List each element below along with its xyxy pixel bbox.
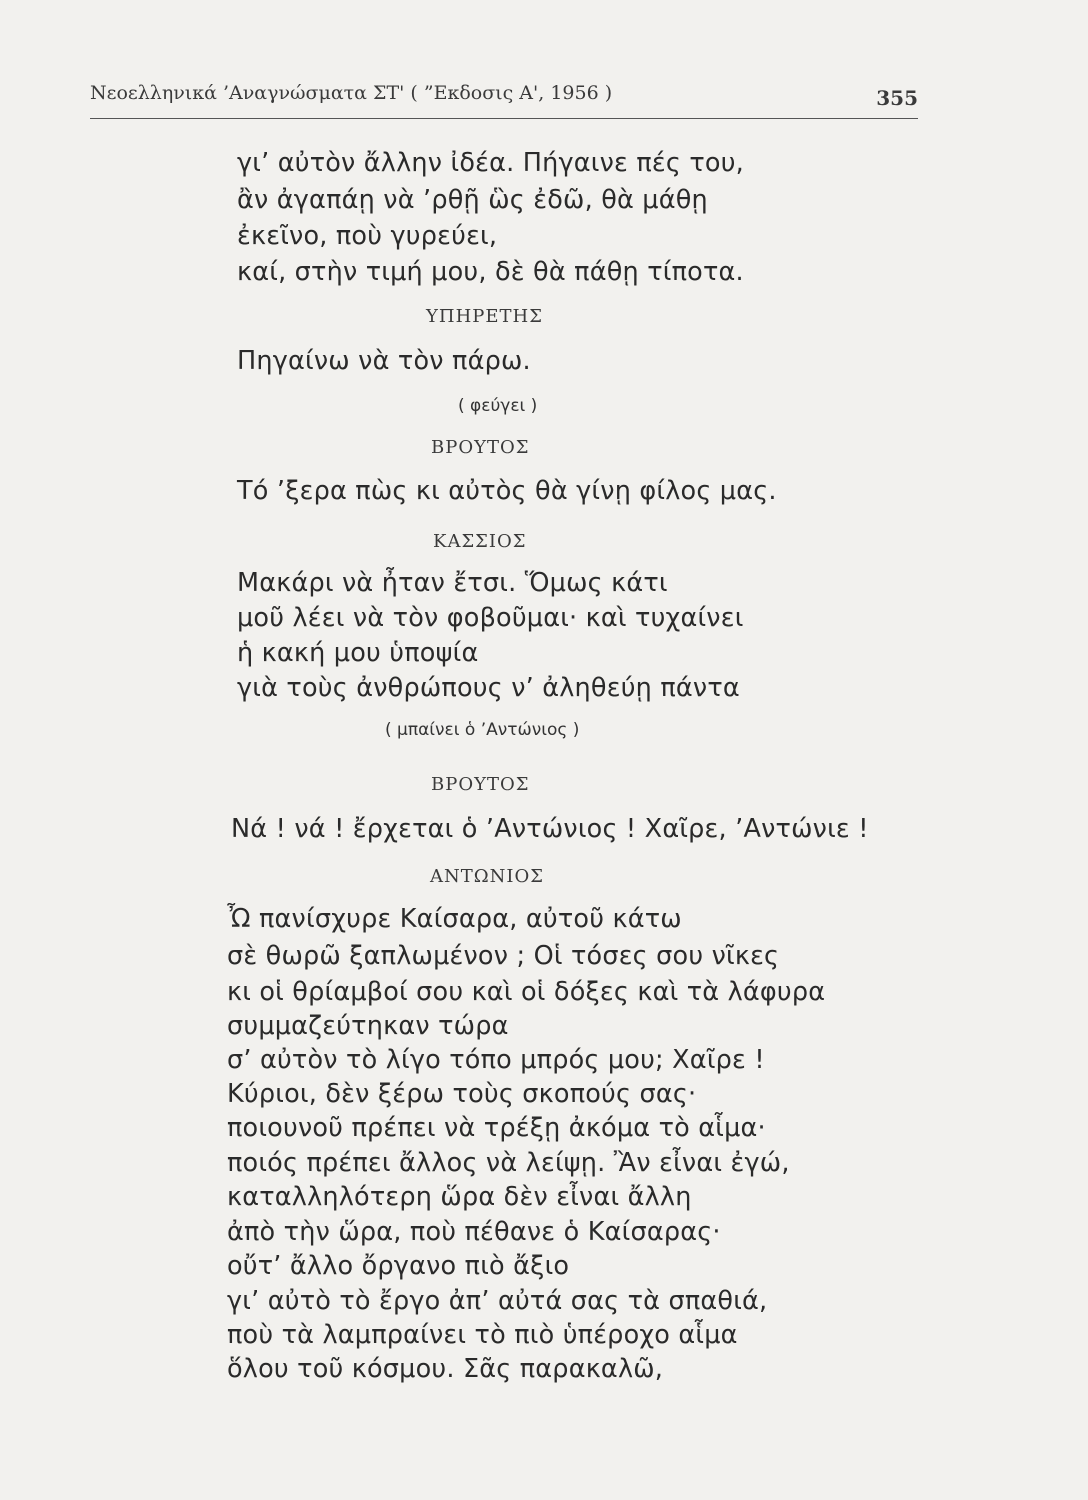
verse-line: ἐκεῖνο, ποὺ γυρεύει, (237, 221, 498, 251)
verse-line: ἡ κακή μου ὑποψία (237, 638, 479, 668)
verse-line: Μακάρι νὰ ἦταν ἔτσι. Ὅμως κάτι (237, 568, 668, 598)
verse-line: Κύριοι, δὲν ξέρω τοὺς σκοπούς σας· (227, 1079, 697, 1109)
verse-line: γι’ αὐτὸν ἄλλην ἰδέα. Πήγαινε πές του, (237, 148, 744, 178)
verse-line: Τό ’ξερα πὼς κι αὐτὸς θὰ γίνῃ φίλος μας. (237, 476, 777, 506)
page-number: 355 (876, 86, 918, 110)
verse-line: Πηγαίνω νὰ τὸν πάρω. (237, 346, 531, 376)
verse-line: ἂν ἀγαπάῃ νὰ ’ρθῇ ὣς ἐδῶ, θὰ μάθῃ (237, 185, 708, 215)
stage-direction: ( φεύγει ) (458, 396, 538, 416)
stage-direction: ( μπαίνει ὁ ’Αντώνιος ) (385, 720, 580, 740)
verse-line: ποιουνοῦ πρέπει νὰ τρέξῃ ἀκόμα τὸ αἷμα· (227, 1113, 766, 1143)
verse-line: σ’ αὐτὸν τὸ λίγο τόπο μπρός μου; Χαῖρε ! (227, 1045, 765, 1075)
verse-line: Ὦ πανίσχυρε Καίσαρα, αὐτοῦ κάτω (227, 904, 682, 934)
verse-line: σὲ θωρῶ ξαπλωμένον ; Οἱ τόσες σου νῖκες (227, 941, 780, 971)
verse-line: συμμαζεύτηκαν τώρα (227, 1011, 509, 1041)
verse-line: ὅλου τοῦ κόσμου. Σᾶς παρακαλῶ, (227, 1354, 664, 1384)
verse-line: γι’ αὐτὸ τὸ ἔργο ἀπ’ αὐτά σας τὰ σπαθιά, (227, 1286, 768, 1316)
verse-line: ποιός πρέπει ἄλλος νὰ λείψῃ. Ἂν εἶναι ἐγώ, (227, 1148, 790, 1178)
verse-line: μοῦ λέει νὰ τὸν φοβοῦμαι· καὶ τυχαίνει (237, 603, 744, 633)
speaker-name: ΒΡΟΥΤΟΣ (431, 437, 530, 458)
verse-line: κι οἱ θρίαμβοί σου καὶ οἱ δόξες καὶ τὰ λάφυρα (227, 977, 826, 1007)
speaker-name: ΑΝΤΩΝΙΟΣ (430, 866, 545, 887)
speaker-name: ΥΠΗΡΕΤΗΣ (426, 306, 543, 327)
running-title: Νεοελληνικά ’Αναγνώσματα ΣΤ' ( ”Εκδοσις Α', 1956 ) (90, 82, 613, 104)
verse-line: ἀπὸ τὴν ὥρα, ποὺ πέθανε ὁ Καίσαρας· (227, 1217, 721, 1247)
speaker-name: ΒΡΟΥΤΟΣ (431, 774, 530, 795)
verse-line: οὔτ’ ἄλλο ὄργανο πιὸ ἄξιο (227, 1251, 570, 1281)
verse-line: γιὰ τοὺς ἀνθρώπους ν’ ἀληθεύῃ πάντα (237, 673, 740, 703)
verse-line: καταλληλότερη ὥρα δὲν εἶναι ἄλλη (227, 1182, 692, 1212)
header-rule (90, 118, 918, 119)
verse-line: καί, στὴν τιμή μου, δὲ θὰ πάθῃ τίποτα. (237, 257, 744, 287)
verse-line: Νά ! νά ! ἔρχεται ὁ ’Αντώνιος ! Χαῖρε, ’Αντώνιε ! (231, 814, 869, 844)
speaker-name: ΚΑΣΣΙΟΣ (433, 531, 527, 552)
verse-line: ποὺ τὰ λαμπραίνει τὸ πιὸ ὑπέροχο αἷμα (227, 1320, 738, 1350)
